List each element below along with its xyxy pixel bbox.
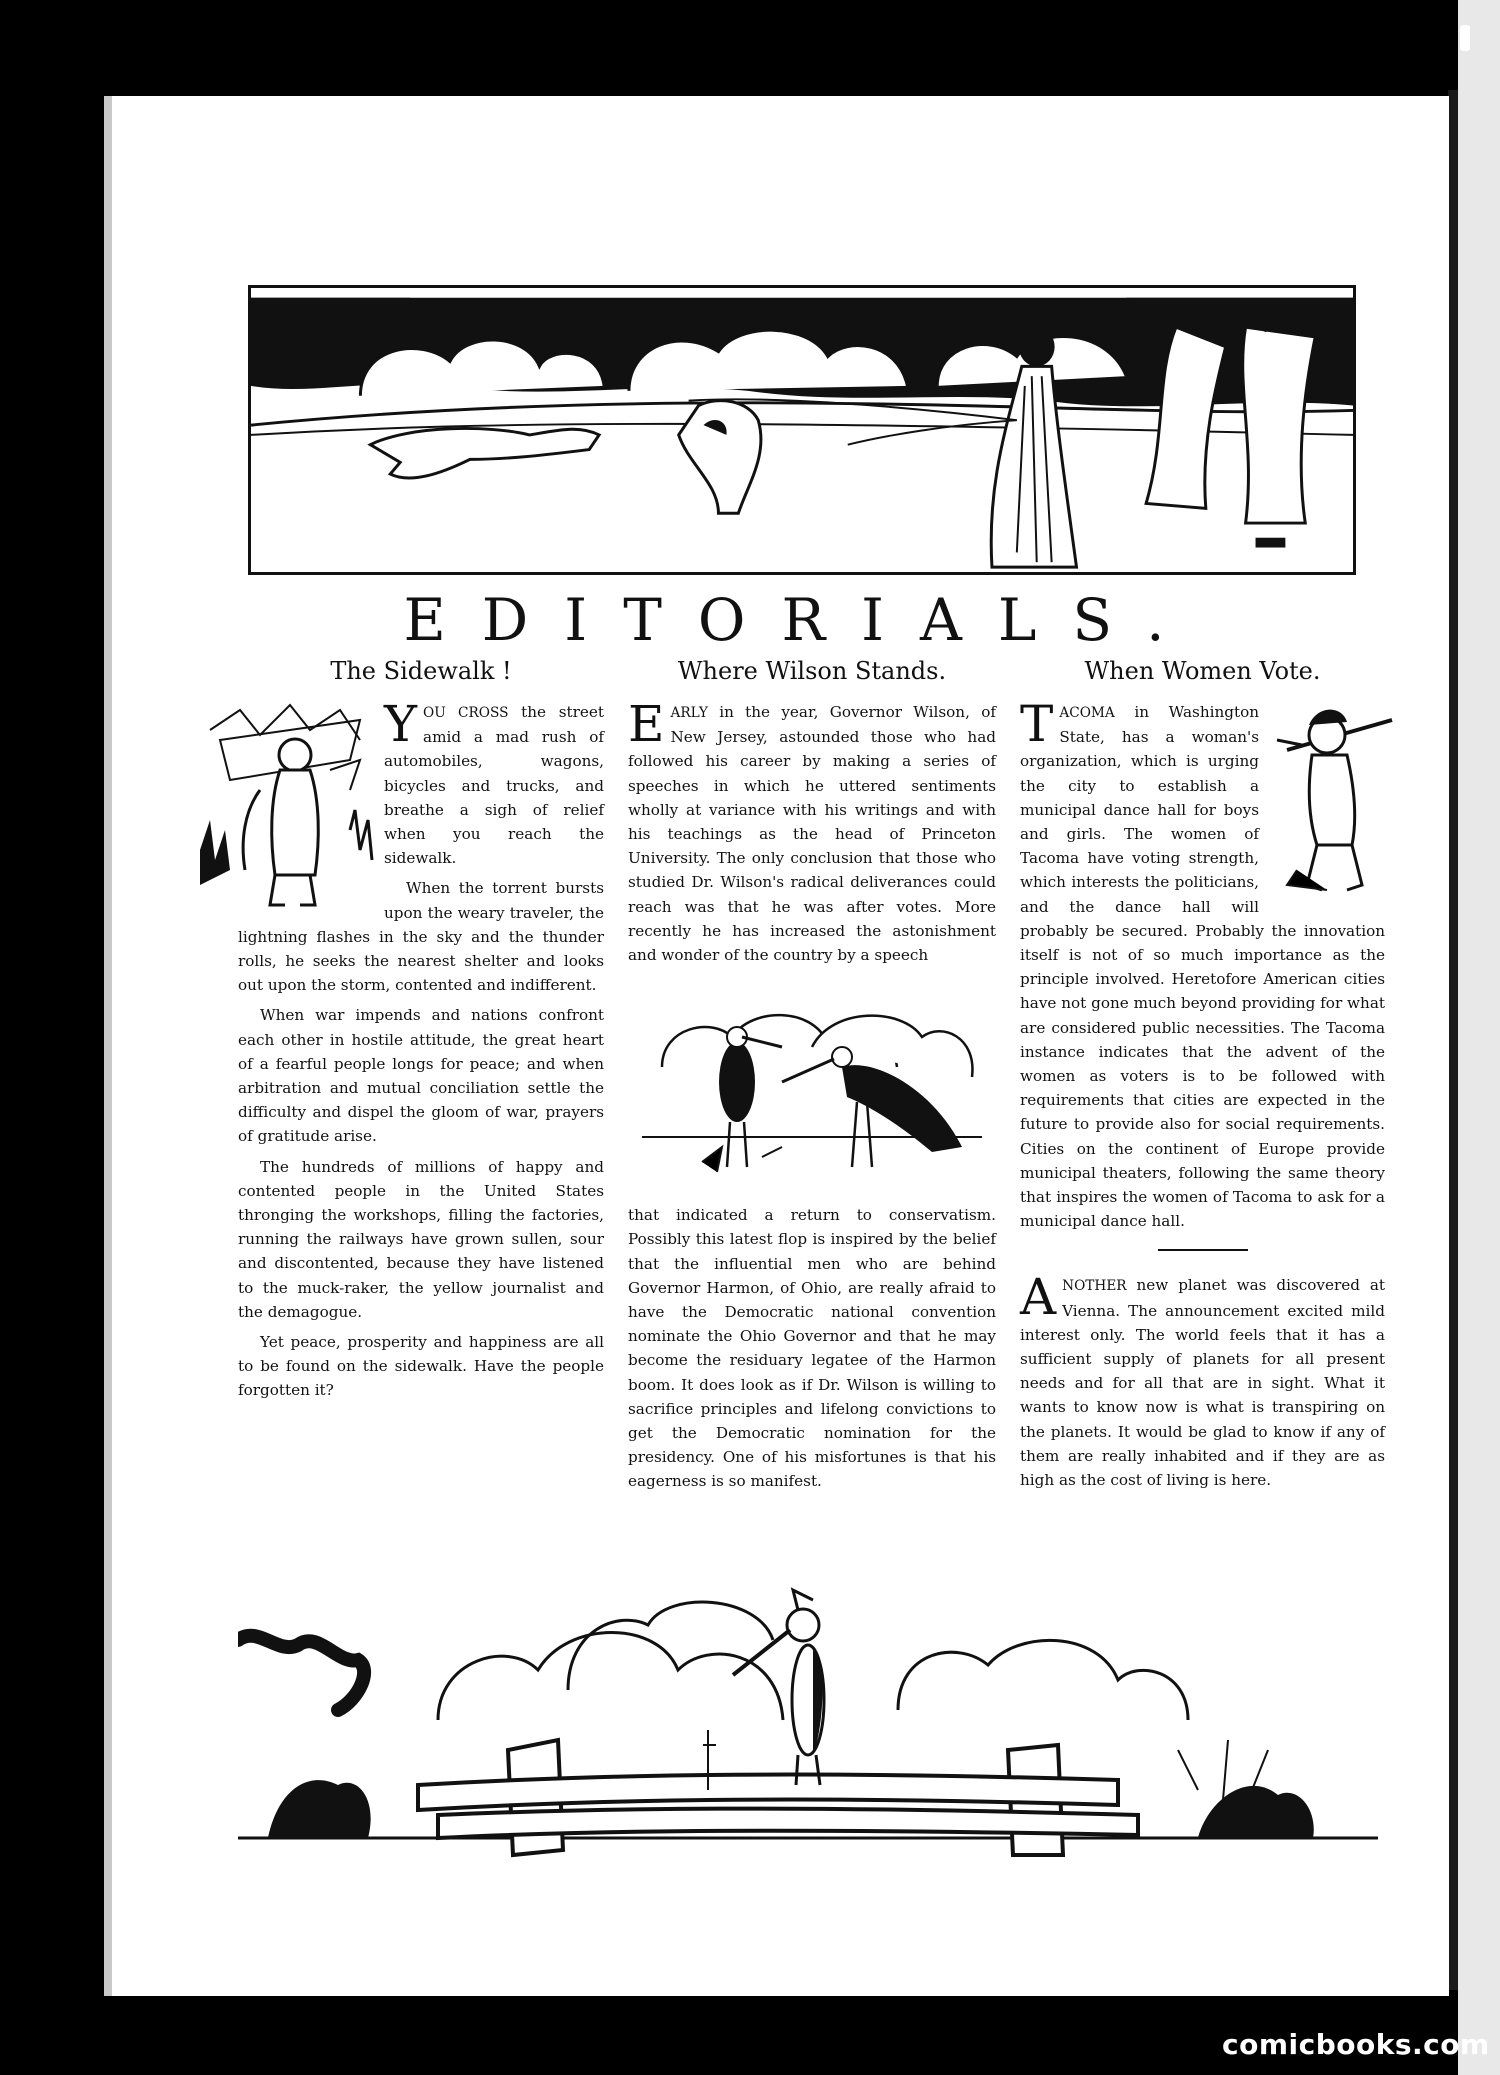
text-sidewalk-1: the street amid a mad rush of automobiles, wagons, bicycles and trucks, and breathe a sigh of relief when you reach the sidewalk. (384, 703, 604, 868)
paragraph-sidewalk-3: When war impends and nations confront each other in hostile attitude, the great heart of a fearful people longs for peace; and when arbitration and mutual conciliation settle the difficulty and dispel the gloom of war, prayers of gratitude arise. (238, 1006, 604, 1146)
text-planet: new planet was discovered at Vienna. The announcement excited mild interest only. The world feels that it has a sufficient supply of planets for all present needs and for all that are in sight. What it wants to know now is what is transpiring on the planets. It would be glad to know if any of them are really inhabited and if they are as high as the cost of living is here. (1020, 1276, 1385, 1490)
column-women-vote (1020, 650, 1385, 1498)
lead-caps-wilson: ARLY (670, 705, 708, 721)
heading-wilson: Where Wilson Stands. (677, 657, 947, 685)
heading-women-vote: When Women Vote. (1084, 657, 1321, 685)
page-binding-edge (104, 96, 112, 1996)
text-wilson-1: in the year, Governor Wilson, of New Jersey, astounded those who had followed his career by making a series of speeches in which he uttered sentiments wholly at variance with his writings and with his teachings as the head of Princeton University. The only conclusion that those who studied Dr. Wilson's radical deliverances could reach was that he was after votes. More recently he has increased the astonishment and wonder of the country by a speech (628, 703, 996, 965)
dropcap-a: A (1020, 1268, 1057, 1327)
paragraph-sidewalk-5: Yet peace, prosperity and happiness are all to be found on the sidewalk. Have the people forgotten it? (238, 1333, 604, 1400)
paragraph-wilson-1 (628, 695, 996, 967)
dropcap-t: T (1020, 695, 1054, 753)
column-sidewalk (238, 650, 604, 1409)
scan-corner-mark (1460, 25, 1470, 51)
header-illustration (248, 285, 1356, 575)
lead-caps-sidewalk: OU CROSS (423, 705, 509, 721)
paragraph-planet (1020, 1268, 1385, 1492)
lead-caps-women-vote: ACOMA (1059, 705, 1115, 721)
landscape-with-woman-and-dogs-illustration (251, 288, 1353, 572)
text-women-vote-1: in Washington State, has a woman's organization, which is urging the city to establish a municipal dance hall for boys and girls. The women of Tacoma have voting strength, which interests the politicians, and the dance hall will probably be secured. Probably the innovation itself is not of so much importance as the principle involved. Heretofore American cities have not gone much beyond providing for what are considered public necessities. The Tacoma instance indicates that the advent of the women as voters is to be followed with requirements that cities are expected in the future to provide also for social requirements. Cities on the continent of Europe provide municipal theaters, following the same theory that inspires the women of Tacoma to ask for a municipal dance hall. (1020, 703, 1385, 1231)
cartoon-old-man-with-umbrella (200, 700, 378, 915)
section-divider-rule (1158, 1249, 1248, 1251)
paragraph-sidewalk-4: The hundreds of millions of happy and contented people in the United States thronging the workshops, filling the factories, running the railways have grown sullen, sour and discontented, because they have listened to the muck-raker, the yellow journalist and the demagogue. (238, 1157, 604, 1321)
watermark-text: comicbooks.com (1222, 2028, 1490, 2061)
paragraph-sidewalk-2: When the torrent bursts upon the weary traveler, the lightning flashes in the sky and the thunder rolls, he seeks the nearest shelter and looks out upon the storm, contented and indifferent. (238, 879, 604, 995)
lead-caps-planet: NOTHER (1062, 1278, 1127, 1295)
page-title: EDITORIALS. (403, 586, 1201, 654)
footer-illustration (238, 1570, 1378, 1870)
dropcap-e: E (628, 695, 665, 753)
paragraph-wilson-2: that indicated a return to conservatism. Possibly this latest flop is inspired by the belief that the influential men who are behind Governor Harmon, of Ohio, are really afraid to have the Democratic national convention nominate the Ohio Governor and that he may become the residuary legatee of the Harmon boom. It does look as if Dr. Wilson is willing to sacrifice principles and lifelong convictions to get the Democratic nomination for the presidency. One of his misfortunes is that his eagerness is so manifest. (628, 1206, 996, 1491)
column-wilson (628, 650, 996, 1500)
facing-page-edge (1458, 0, 1500, 2075)
dropcap-y: Y (384, 695, 418, 753)
heading-sidewalk: The Sidewalk ! (330, 657, 512, 685)
stork-on-fence-illustration (238, 1570, 1378, 1870)
cartoon-two-storks (642, 987, 982, 1187)
cartoon-boy-with-rifle (1267, 700, 1397, 900)
